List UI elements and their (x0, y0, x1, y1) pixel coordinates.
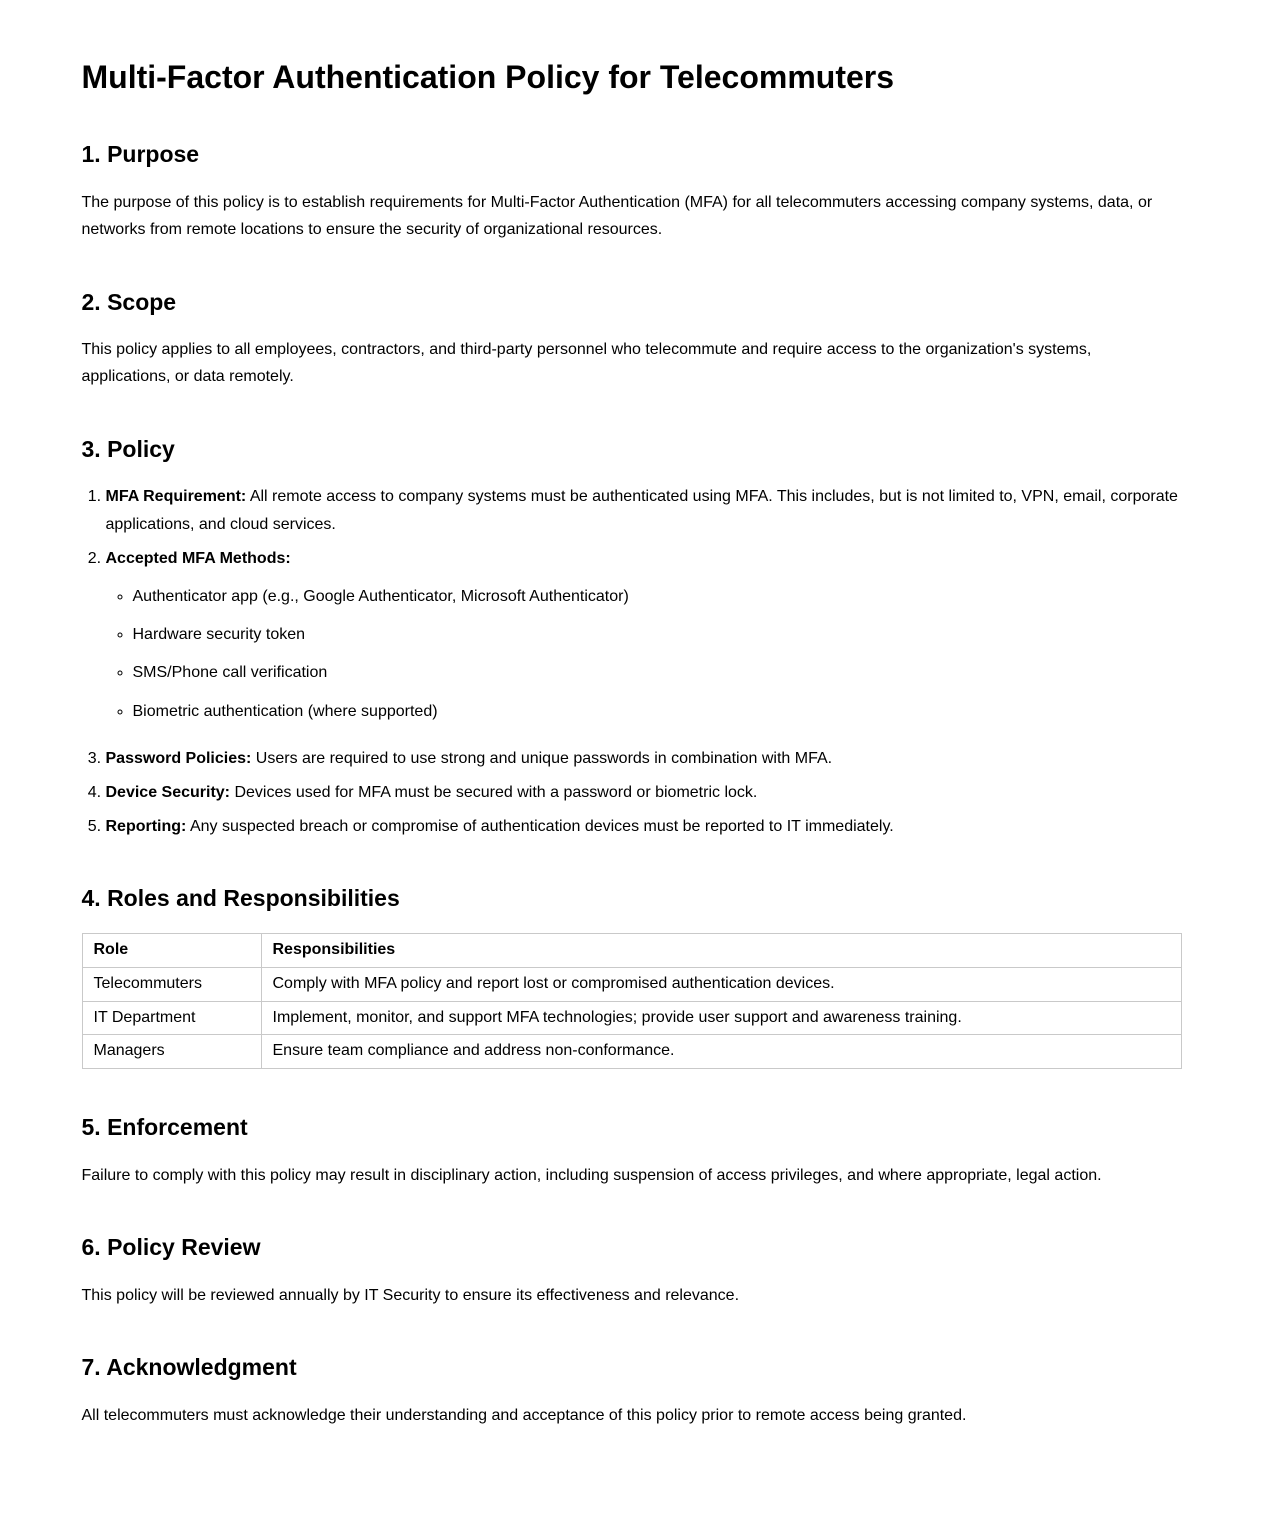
heading-purpose: 1. Purpose (81, 141, 200, 168)
policy-item-label: Reporting: (105, 818, 187, 836)
policy-item-label: Accepted MFA Methods: (105, 549, 291, 567)
table-header-row (82, 934, 1181, 968)
heading-policy: 3. Policy (81, 435, 175, 462)
policy-item-label: MFA Requirement: (105, 488, 247, 506)
policy-item-text: Users are required to use strong and unique passwords in combination with MFA. (251, 749, 833, 767)
table-cell-responsibilities: Ensure team compliance and address non-conformance. (261, 1035, 1181, 1069)
policy-item-text: All remote access to company systems must be authenticated using MFA. This includes, but is not limited to, VPN, email, corporate applications, and cloud services. (105, 488, 1178, 533)
table-header-role: Role (82, 934, 261, 968)
heading-policy-review: 6. Policy Review (81, 1234, 261, 1261)
policy-item-text: Any suspected breach or compromise of authentication devices must be reported to IT immediately. (186, 818, 894, 836)
document-title: Multi-Factor Authentication Policy for Telecommuters (81, 59, 895, 95)
table-header-responsibilities: Responsibilities (261, 934, 1181, 968)
policy-item-reporting (106, 813, 1182, 840)
policy-item-accepted-methods (106, 545, 1182, 725)
purpose-paragraph: The purpose of this policy is to establish requirements for Multi-Factor Authentication (MFA) for all telecommuters accessing company systems, data, or networks from remote locations to ensure the security of organizational resources. (81, 194, 1153, 239)
policy-item-label: Password Policies: (105, 749, 252, 767)
table-cell-responsibilities: Implement, monitor, and support MFA technologies; provide user support and awareness training. (261, 1001, 1181, 1035)
scope-paragraph: This policy applies to all employees, contractors, and third-party personnel who telecommute and require access to the organization's systems, applications, or data remotely. (81, 341, 1092, 386)
mfa-methods-list (106, 583, 1182, 725)
policy-item-mfa-requirement (106, 483, 1182, 537)
table-cell-role: IT Department (82, 1001, 261, 1035)
table-cell-responsibilities: Comply with MFA policy and report lost or compromised authentication devices. (261, 967, 1181, 1001)
heading-acknowledgment: 7. Acknowledgment (81, 1354, 297, 1381)
heading-scope: 2. Scope (81, 288, 177, 315)
enforcement-paragraph: Failure to comply with this policy may result in disciplinary action, including suspension of access privileges, and where appropriate, legal action. (81, 1166, 1102, 1184)
policy-list (82, 483, 1182, 840)
policy-item-text: Devices used for MFA must be secured with a password or biometric lock. (230, 783, 758, 801)
mfa-method-item: ◦ SMS/Phone call verification (133, 659, 1182, 686)
table-row (82, 967, 1181, 1001)
policy-item-label: Device Security: (105, 783, 231, 801)
heading-roles: 4. Roles and Responsibilities (81, 885, 400, 912)
mfa-method-item: ◦ Hardware security token (133, 621, 1182, 648)
table-row (82, 1001, 1181, 1035)
mfa-method-item: ◦ Authenticator app (e.g., Google Authenticator, Microsoft Authenticator) (133, 583, 1182, 610)
table-cell-role: Managers (82, 1035, 261, 1069)
heading-enforcement: 5. Enforcement (81, 1114, 248, 1141)
policy-review-paragraph: This policy will be reviewed annually by IT Security to ensure its effectiveness and relevance. (81, 1286, 740, 1304)
policy-document (82, 0, 1182, 1525)
table-row (82, 1035, 1181, 1069)
table-cell-role: Telecommuters (82, 967, 261, 1001)
policy-item-password-policies (106, 745, 1182, 772)
roles-table (82, 933, 1182, 1069)
policy-item-device-security (106, 779, 1182, 806)
mfa-method-item: ◦ Biometric authentication (where supported) (133, 698, 1182, 725)
acknowledgment-paragraph: All telecommuters must acknowledge their understanding and acceptance of this policy prior to remote access being granted. (81, 1406, 967, 1424)
